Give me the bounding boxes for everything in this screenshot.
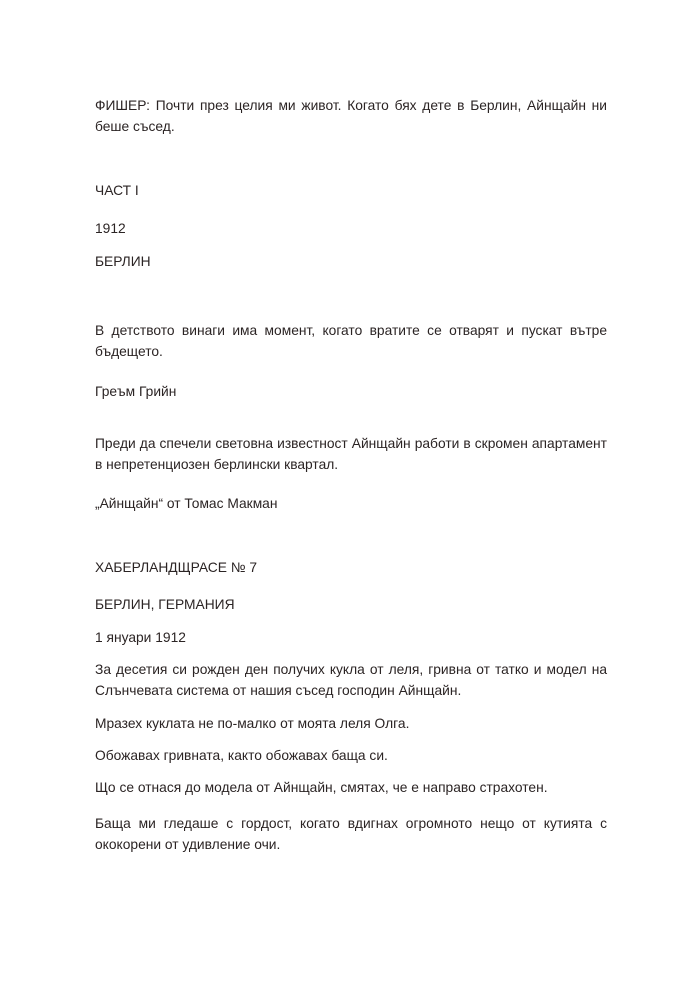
epigraph-quote-2: Преди да спечели световна известност Айнщайн работи в скромен апартамент в непретенциозен берлински квартал. (95, 436, 607, 472)
address-heading: ХАБЕРЛАНДЩРАСЕ № 7 (95, 560, 258, 575)
body-paragraph-model: Що се отнася до модела от Айнщайн, смятах, че е направо страхотен. (95, 780, 548, 795)
epigraph-quote: В детството винаги има момент, когато вратите се отварят и пускат вътре бъдещето. (95, 323, 607, 359)
location-heading: БЕРЛИН, ГЕРМАНИЯ (95, 597, 235, 612)
year-heading: 1912 (95, 221, 126, 236)
body-paragraph-doll: Мразех куклата не по-малко от моята леля Олга. (95, 716, 410, 731)
date-heading: 1 януари 1912 (95, 630, 186, 645)
part-heading: ЧАСТ I (95, 183, 139, 198)
body-paragraph-birthday: За десетия си рожден ден получих кукла от леля, гривна от татко и модел на Слънчевата система от нашия съсед господин Айнщайн. (95, 662, 607, 698)
dialogue-paragraph-fisher: ФИШЕР: Почти през целия ми живот. Когато бях дете в Берлин, Айнщайн ни беше съсед. (95, 98, 607, 134)
body-paragraph-bracelet: Обожавах гривната, както обожавах баща си. (95, 748, 388, 763)
body-paragraph-father: Баща ми гледаше с гордост, когато вдигнах огромното нещо от кутията с ококорени от удивление очи. (95, 816, 607, 852)
city-heading: БЕРЛИН (95, 254, 151, 269)
epigraph-author: Греъм Грийн (95, 384, 177, 399)
epigraph-source: „Айнщайн“ от Томас Макман (95, 496, 278, 511)
